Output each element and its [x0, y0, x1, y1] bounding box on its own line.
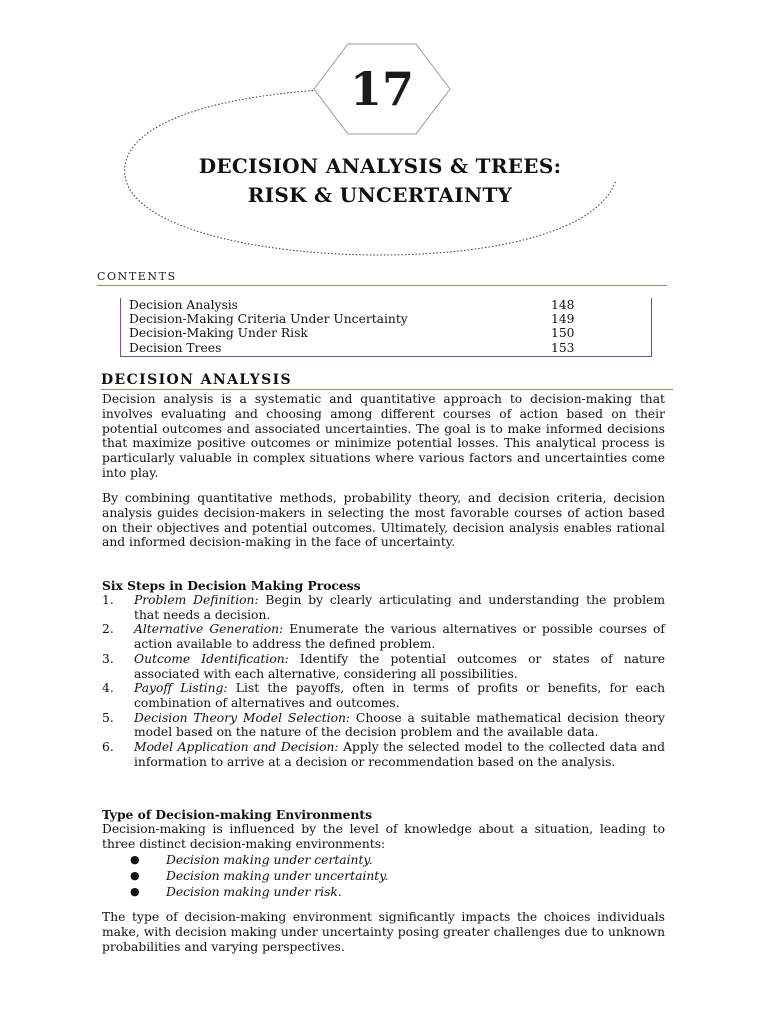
step-text: Choose a suitable mathematical decision theory model based on the nature of the decision problem and the available data. — [134, 710, 666, 740]
step-term: Payoff Listing: — [134, 681, 228, 696]
chapter-header-graphic — [0, 0, 768, 270]
bullet-text: Decision making under certainty. — [166, 853, 373, 867]
paragraph-closing: The type of decision-making environment significantly impacts the choices individuals make, with decision making under uncertainty posing greater challenges due to unknown probabilities and varying perspectives. — [102, 910, 665, 954]
step-text: Identify the potential outcomes or states of nature associated with each alternative, considering all possibilities. — [134, 651, 665, 681]
chapter-title-line-2: RISK & UNCERTAINTY — [247, 183, 513, 207]
step-number: 1. — [102, 593, 114, 607]
step-text: List the payoffs, often in terms of profits or benefits, for each combination of alternatives and outcomes. — [134, 681, 666, 710]
step-text: Apply the selected model to the collected data and information to arrive at a decision or recommendation based on the analysis. — [134, 740, 665, 769]
bullet-icon: ● — [130, 869, 140, 882]
steps-heading: Six Steps in Decision Making Process — [102, 578, 361, 593]
toc-page-number: 149 — [551, 312, 575, 326]
bullet-icon: ● — [130, 885, 140, 898]
step-text: Enumerate the various alternatives or possible courses of action available to address the defined problem. — [134, 622, 665, 652]
bullet-icon: ● — [130, 853, 140, 866]
contents-table — [120, 298, 652, 357]
toc-title: Decision Trees — [129, 341, 222, 355]
paragraph-summary: By combining quantitative methods, probability theory, and decision criteria, decision analysis guides decision-makers in selecting the most favorable courses of action based on their objectives and potential outcomes. Ultimately, decision analysis enables rational and informed decision-making in the face of uncertainty. — [102, 491, 665, 550]
toc-page-number: 150 — [551, 326, 575, 340]
step-number: 3. — [102, 651, 114, 666]
toc-page-number: 148 — [551, 298, 575, 312]
list-item — [102, 711, 665, 740]
step-term: Outcome Identification: — [134, 651, 289, 666]
list-item — [102, 593, 665, 622]
step-term: Alternative Generation: — [134, 622, 284, 637]
step-term: Decision Theory Model Selection: — [134, 710, 351, 725]
step-number: 4. — [102, 681, 114, 696]
steps-list — [102, 593, 665, 769]
step-number: 6. — [102, 740, 114, 755]
list-item — [130, 868, 650, 884]
chapter-title — [140, 152, 620, 210]
environments-intro: Decision-making is influenced by the level of knowledge about a situation, leading to three distinct decision-making environments: — [102, 822, 665, 851]
environments-heading: Type of Decision-making Environments — [102, 807, 373, 822]
list-item — [130, 884, 650, 900]
toc-row[interactable] — [129, 298, 644, 313]
toc-page-number: 153 — [551, 341, 575, 355]
list-item — [102, 740, 665, 769]
bullet-text: Decision making under risk. — [166, 885, 342, 899]
contents-heading: CONTENTS — [97, 270, 667, 286]
list-item — [130, 852, 650, 868]
toc-title: Decision Analysis — [129, 298, 238, 312]
list-item — [102, 622, 665, 651]
list-item — [102, 652, 665, 681]
toc-row[interactable] — [129, 326, 644, 341]
section-heading: DECISION ANALYSIS — [101, 372, 673, 390]
chapter-title-line-1: DECISION ANALYSIS & TREES: — [198, 154, 562, 178]
chapter-number: 17 — [349, 62, 414, 116]
bullet-text: Decision making under uncertainty. — [166, 869, 389, 883]
step-term: Problem Definition: — [134, 593, 259, 607]
step-term: Model Application and Decision: — [134, 740, 339, 755]
toc-title: Decision-Making Criteria Under Uncertainty — [129, 312, 408, 326]
step-text: Begin by clearly articulating and understanding the problem that needs a decision. — [134, 593, 665, 622]
environments-list — [130, 852, 650, 900]
list-item — [102, 681, 665, 710]
toc-row[interactable] — [129, 312, 644, 327]
step-number: 5. — [102, 710, 114, 725]
toc-row[interactable] — [129, 341, 644, 356]
toc-title: Decision-Making Under Risk — [129, 326, 308, 340]
step-number: 2. — [102, 622, 114, 637]
paragraph-intro: Decision analysis is a systematic and quantitative approach to decision-making that involves evaluating and choosing among different courses of action based on their potential outcomes and associated uncertainties. The goal is to make informed decisions that maximize positive outcomes or minimize potential losses. This analytical process is particularly valuable in complex situations where various factors and uncertainties come into play. — [102, 392, 665, 480]
